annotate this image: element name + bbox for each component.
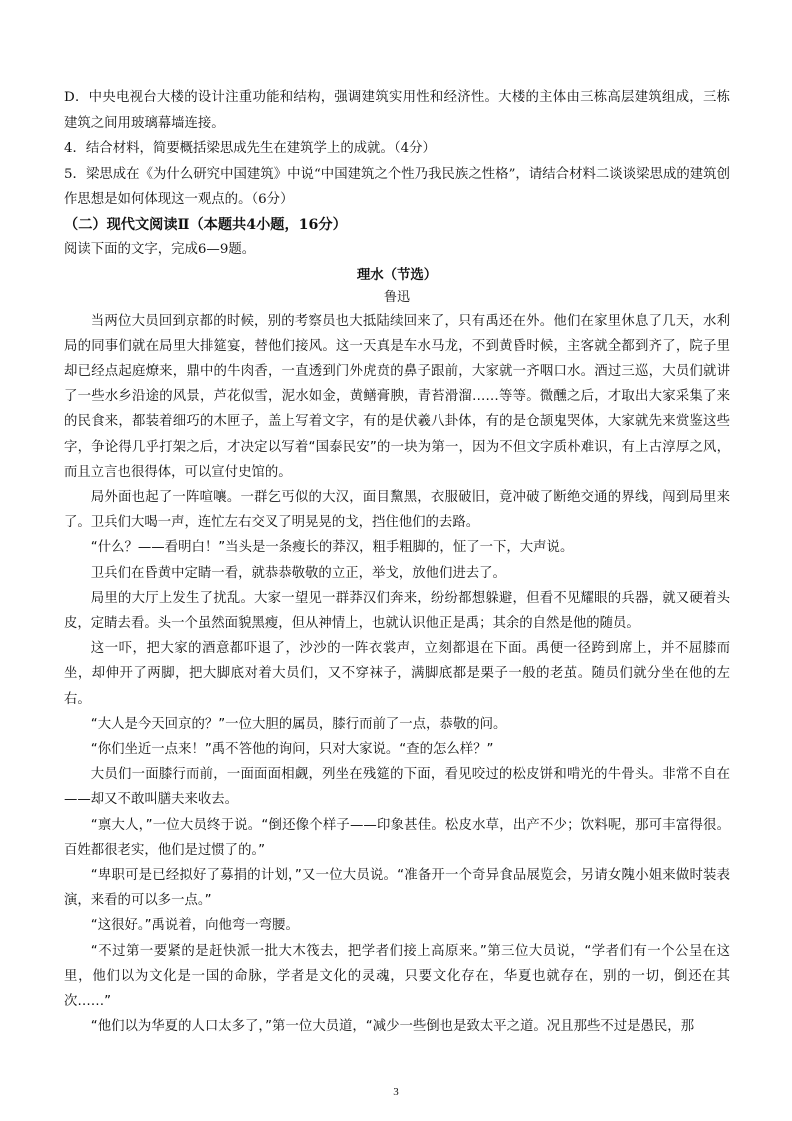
article-paragraph: “禀大人，”一位大员终于说。“倒还像个样子——印象甚佳。松皮水草，出产不少；饮料呢，那可丰富得很。百姓都很老实，他们是过惯了的。” (64, 817, 730, 858)
article-paragraph: “卑职可是已经拟好了募捐的计划，”又一位大员说。“准备开一个奇异食品展览会，另请女隗小姐来做时装表演，来看的可以多一点。” (64, 867, 730, 909)
article-paragraph: 局里的大厅上发生了扰乱。大家一望见一群莽汉们奔来，纷纷都想躲避，但看不见耀眼的兵器，就又硬着头皮，定睛去看。头一个虽然面貌黑瘦，但从神情上，也就认识他正是禹；其余的自然是他的随员。 (64, 590, 730, 631)
article-paragraph: 这一吓，把大家的酒意都吓退了，沙沙的一阵衣裳声，立刻都退在下面。禹便一径跨到席上，并不屈膝而坐，却伸开了两脚，把大脚底对着大员们，又不穿袜子，满脚底都是栗子一般的老茧。随员们就分坐在他的左右。 (64, 641, 730, 707)
article-paragraph: “大人是今天回京的？”一位大胆的属员，膝行而前了一点，恭敬的问。 (90, 716, 507, 732)
article-title: 理水（节选） (356, 266, 438, 283)
page-content (64, 85, 730, 1039)
article-paragraph: 卫兵们在昏黄中定睛一看，就恭恭敬敬的立正，举戈，放他们进去了。 (90, 565, 506, 581)
option-d: D．中央电视台大楼的设计注重功能和结构，强调建筑实用性和经济性。大楼的主体由三栋高层建筑组成，三栋建筑之间用玻璃幕墙连接。 (64, 90, 730, 131)
article-paragraph: “他们以为华夏的人口太多了，”第一位大员道，“减少一些倒也是致太平之道。况且那些不过是愚民，那 (90, 1019, 695, 1035)
article-body (64, 309, 730, 1040)
article-paragraph: “你们坐近一点来！”禹不答他的询问，只对大家说。“查的怎么样？” (90, 741, 494, 757)
article-paragraph: 大员们一面膝行而前，一面面面相觑，列坐在残筵的下面，看见咬过的松皮饼和啃光的牛骨头。非常不自在——却又不敢叫膳夫来收去。 (64, 767, 730, 808)
article-paragraph: 当两位大员回到京都的时候，别的考察员也大抵陆续回来了，只有禹还在外。他们在家里休息了几天，水利局的同事们就在局里大排筵宴，替他们接风。这一天真是车水马龙，不到黄昏时候，主客就全都到齐了，院子里却已经点起庭燎来，鼎中的牛肉香，一直透到门外虎贲的鼻子跟前，大家就一齐咽口水。酒过三巡，大员们就讲了一些水乡沿途的风景，芦花似雪，泥水如金，黄鳝膏腴，青苔滑溜……等等。微醺之后，才取出大家采集了来的民食来，都装着细巧的木匣子，盖上写着文字，有的是伏羲八卦体，有的是仓颉鬼哭体，大家就先来赏鉴这些字，争论得几乎打架之后，才决定以写着“国泰民安”的一块为第一，因为不但文字质朴难识，有上古淳厚之风，而且立言也很得体，可以宣付史馆的。 (64, 313, 730, 480)
article-paragraph: 局外面也起了一阵喧嚷。一群乞丐似的大汉，面目黧黑，衣服破旧，竟冲破了断绝交通的界线，闯到局里来了。卫兵们大喝一声，连忙左右交叉了明晃晃的戈，挡住他们的去路。 (64, 489, 730, 531)
article-paragraph: “这很好。”禹说着，向他弯一弯腰。 (90, 918, 299, 934)
question-4: 4．结合材料，简要概括梁思成先生在建筑学上的成就。（4分） (64, 141, 436, 156)
page-number: 3 (393, 1086, 399, 1098)
article-paragraph: “什么？——看明白！”当头是一条瘦长的莽汉，粗手粗脚的，怔了一下，大声说。 (90, 540, 574, 556)
article-paragraph: “不过第一要紧的是赶快派一批大木筏去，把学者们接上高原来。”第三位大员说，“学者们有一个公呈在这里，他们以为文化是一国的命脉，学者是文化的灵魂，只要文化存在，华夏也就存在，别的一切，倒还在其次……” (64, 943, 730, 1009)
section-heading: （二）现代文阅读Ⅱ（本题共4小题，16分） (64, 216, 347, 233)
reading-instruction: 阅读下面的文字，完成6—9题。 (64, 241, 256, 257)
question-5: 5．梁思成在《为什么研究中国建筑》中说“中国建筑之个性乃我民族之性格”，请结合材料二谈谈梁思成的建筑创作思想是如何体现这一观点的。（6分） (64, 166, 730, 207)
article-author: 鲁迅 (383, 289, 410, 305)
